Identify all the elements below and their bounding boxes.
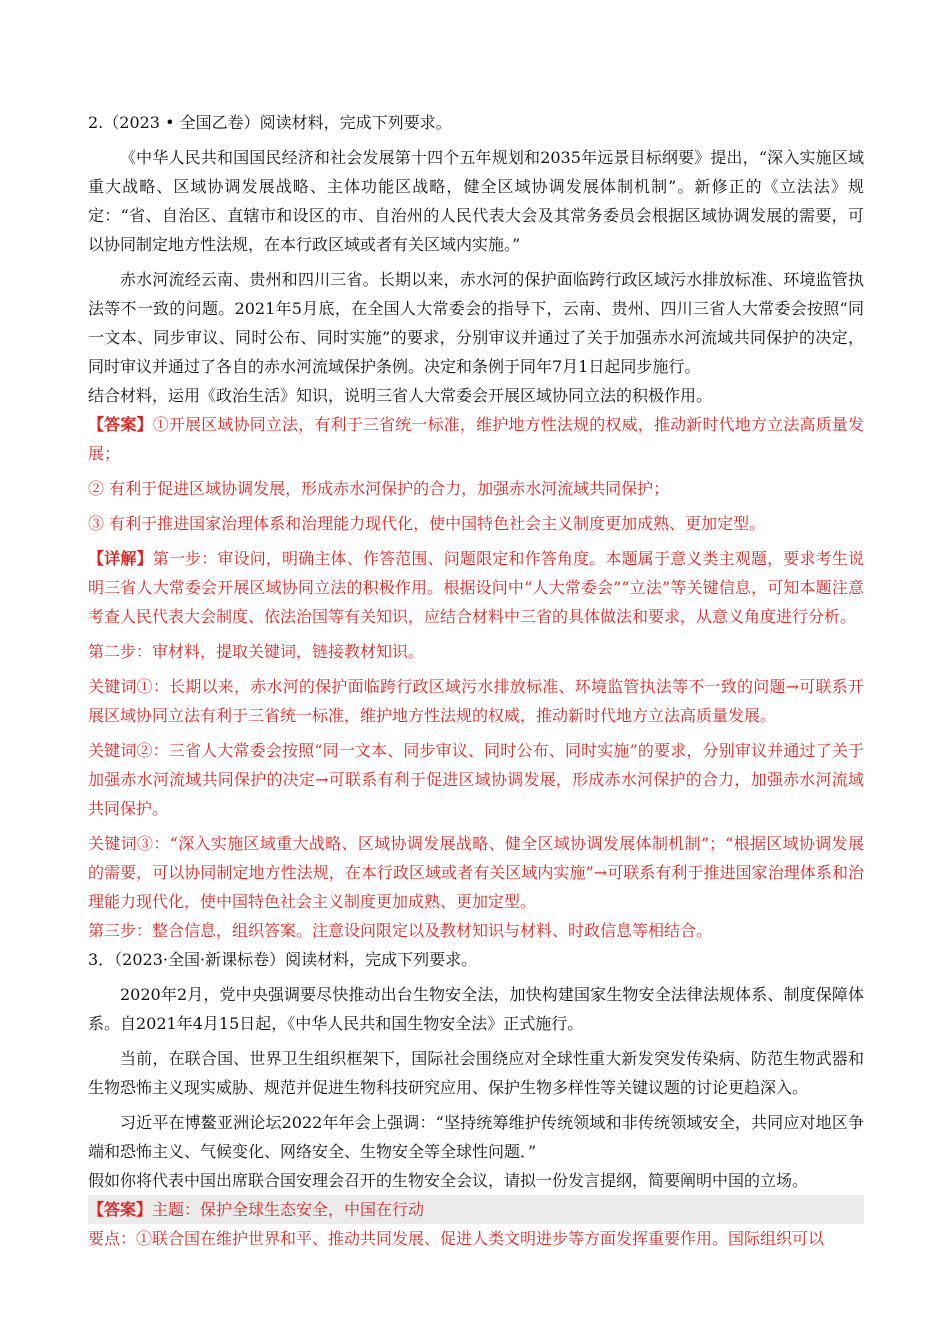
question-2-answer-3: ③ 有利于推进国家治理体系和治理能力现代化，使中国特色社会主义制度更加成熟、更加定型。 (88, 514, 766, 533)
question-3-material-3: 习近平在博鳌亚洲论坛2022年年会上强调：“坚持统筹维护传统领域和非传统领域安全，共同应对地区争端和恐怖主义、气候变化、网络安全、生物安全等全球性问题．” (88, 1113, 864, 1161)
answer-1-text: ①开展区域协同立法，有利于三省统一标准，维护地方性法规的权威，推动新时代地方立法高质量发展； (88, 415, 864, 463)
answer-tag: 【答案】 (88, 415, 153, 434)
question-2-heading: 2.（2023 • 全国乙卷）阅读材料，完成下列要求。 (88, 113, 452, 132)
question-3-heading: 3．（2023·全国·新课标卷）阅读材料，完成下列要求。 (88, 950, 478, 969)
document-page (88, 108, 864, 1253)
question-3-answer-theme (88, 1195, 864, 1224)
question-3-material-1: 2020年2月，党中央强调要尽快推动出台生物安全法，加快构建国家生物安全法律法规体系、制度保障体系。自2021年4月15日起，《中华人民共和国生物安全法》正式施行。 (88, 985, 864, 1033)
question-2-detail-step-3: 第三步：整合信息，组织答案。注意设问限定以及教材知识与材料、时政信息等相结合。 (88, 921, 713, 940)
detail-step-1-text: 第一步：审设问，明确主体、作答范围、问题限定和作答角度。本题属于意义类主观题，要求考生说明三省人大常委会开展区域协同立法的积极作用。根据设问中“人大常委会”“立法”等关键信息，可知本题注意考查人民代表大会制度、依法治国等有关知识，应结合材料中三省的具体做法和要求，从意义角度进行分析。 (88, 549, 864, 626)
detail-tag: 【详解】 (88, 549, 153, 568)
question-2-material-2: 赤水河流经云南、贵州和四川三省。长期以来，赤水河的保护面临跨行政区域污水排放标准、环境监管执法等不一致的问题。2021年5月底，在全国人大常委会的指导下，云南、贵州、四川三省人大常委会按照“同一文本、同步审议、同时公布、同时实施”的要求，分别审议并通过了关于加强赤水河流域共同保护的决定，同时审议并通过了各自的赤水河流域保护条例。决定和条例于同年7月1日起同步施行。 (88, 270, 864, 376)
question-2-keyword-1: 关键词①：长期以来，赤水河的保护面临跨行政区域污水排放标准、环境监管执法等不一致的问题→可联系开展区域协同立法有利于三省统一标准，维护地方性法规的权威，推动新时代地方立法高质量发展。 (88, 677, 864, 725)
question-2-answer-1 (88, 410, 864, 468)
question-3-answer-points: 要点：①联合国在维护世界和平、推动共同发展、促进人类文明进步等方面发挥重要作用。国际组织可以 (88, 1229, 825, 1248)
question-3-material-2: 当前，在联合国、世界卫生组织框架下，国际社会围绕应对全球性重大新发突发传染病、防范生物武器和生物恐怖主义现实威胁、规范并促进生物科技研究应用、保护生物多样性等关键议题的讨论更趋深入。 (88, 1049, 864, 1097)
question-2-detail-step-1 (88, 544, 864, 631)
answer-theme-text: 主题：保护全球生态安全，中国在行动 (152, 1200, 425, 1219)
question-2-keyword-3: 关键词③：“深入实施区域重大战略、区域协调发展战略、健全区域协调发展体制机制”；“根据区域协调发展的需要，可以协同制定地方性法规，在本行政区域或者有关区域内实施”→可联系有利于推进国家治理体系和治理能力现代化，使中国特色社会主义制度更加成熟、更加定型。 (88, 834, 864, 911)
answer-tag: 【答案】 (88, 1200, 153, 1219)
question-2-answer-2: ② 有利于促进区域协调发展，形成赤水河保护的合力，加强赤水河流域共同保护； (88, 479, 670, 498)
question-2-material-1: 《中华人民共和国国民经济和社会发展第十四个五年规划和2035年远景目标纲要》提出，“深入实施区域重大战略、区域协调发展战略、主体功能区战略，健全区域协调发展体制机制”。新修正的《立法法》规定：“省、自治区、直辖市和设区的市、自治州的人民代表大会及其常务委员会根据区域协调发展的需要，可以协同制定地方性法规，在本行政区域或者有关区域内实施。” (88, 148, 864, 254)
question-2-task: 结合材料，运用《政治生活》知识，说明三省人大常委会开展区域协同立法的积极作用。 (88, 386, 713, 405)
question-2-keyword-2: 关键词②：三省人大常委会按照“同一文本、同步审议、同时公布、同时实施”的要求，分别审议并通过了关于加强赤水河流域共同保护的决定→可联系有利于促进区域协调发展，形成赤水河保护的合力，加强赤水河流域共同保护。 (88, 741, 864, 818)
question-3-task: 假如你将代表中国出席联合国安理会召开的生物安全会议，请拟一份发言提纲，简要阐明中国的立场。 (88, 1171, 809, 1190)
question-2-detail-step-2: 第二步：审材料，提取关键词，链接教材知识。 (88, 642, 425, 661)
